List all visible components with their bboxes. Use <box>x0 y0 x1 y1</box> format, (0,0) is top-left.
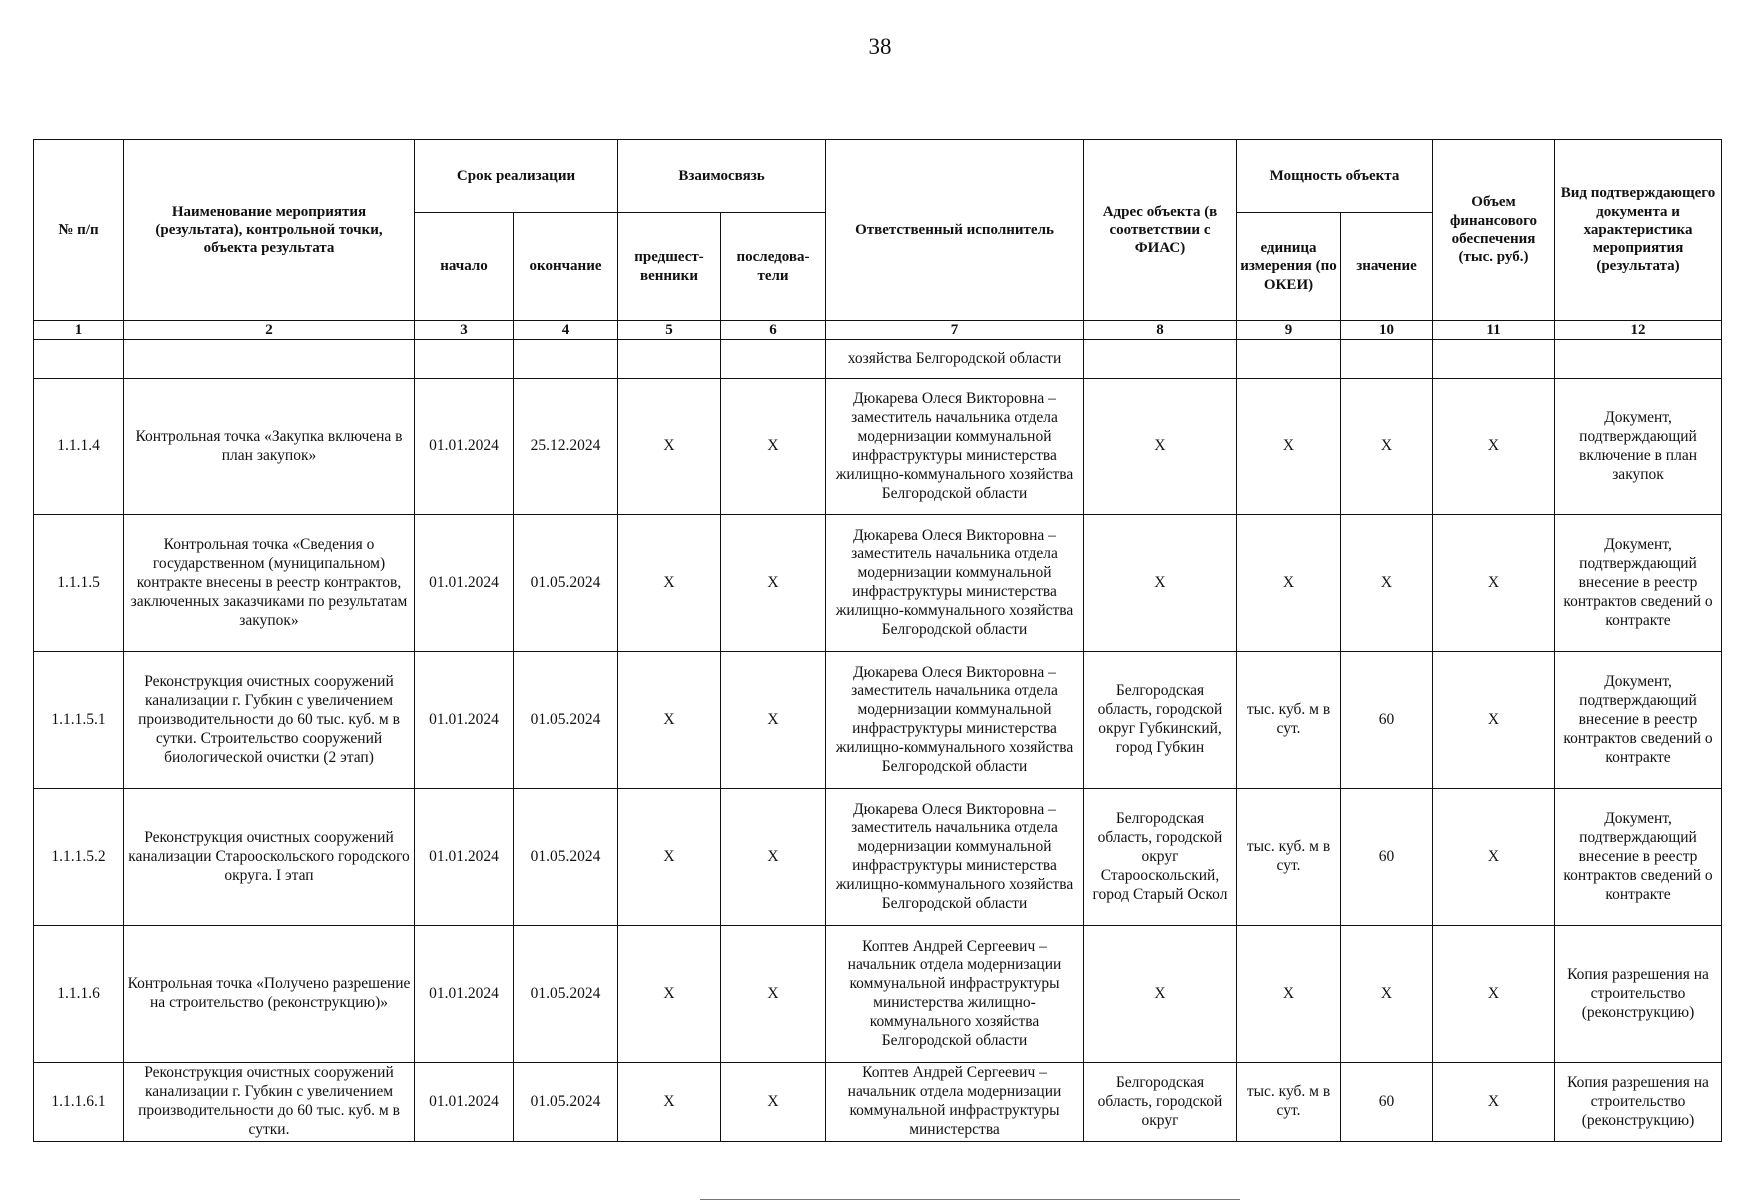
row-succ: X <box>721 379 826 515</box>
row-start: 01.01.2024 <box>415 1063 514 1142</box>
row-address <box>1084 340 1237 379</box>
column-number: 4 <box>514 321 618 340</box>
row-num: 1.1.1.5 <box>34 515 124 652</box>
row-responsible: Дюкарева Олеся Викторовна – заместитель начальника отдела модернизации коммунальной инфраструктуры министерства жилищно-коммунального хозяйства Белгородской области <box>826 652 1084 789</box>
header-link: Взаимосвязь <box>618 140 826 213</box>
row-pred: X <box>618 652 721 789</box>
row-pred: X <box>618 515 721 652</box>
row-unit: X <box>1237 515 1341 652</box>
row-unit: тыс. куб. м в сут. <box>1237 1063 1341 1142</box>
header-end: окончание <box>514 213 618 321</box>
header-term: Срок реализации <box>415 140 618 213</box>
row-responsible: Коптев Андрей Сергеевич – начальник отдела модернизации коммунальной инфраструктуры министерства жилищно-коммунального хозяйства Белгородской области <box>826 926 1084 1063</box>
page-number: 38 <box>868 34 892 59</box>
row-name: Контрольная точка «Сведения о государственном (муниципальном) контракте внесены в реестр контрактов, заключенных заказчиками по результатам закупок» <box>124 515 415 652</box>
row-address: X <box>1084 926 1237 1063</box>
header-pred: предшест-венники <box>618 213 721 321</box>
table-row <box>34 515 1722 652</box>
row-start: 01.01.2024 <box>415 652 514 789</box>
row-volume: X <box>1433 789 1555 926</box>
row-end: 01.05.2024 <box>514 789 618 926</box>
row-succ: X <box>721 926 826 1063</box>
header-num: № п/п <box>34 140 124 321</box>
row-pred: X <box>618 379 721 515</box>
row-address: Белгородская область, городской округ Губкинский, город Губкин <box>1084 652 1237 789</box>
column-number: 12 <box>1555 321 1722 340</box>
row-succ: X <box>721 515 826 652</box>
column-number: 9 <box>1237 321 1341 340</box>
plan-table <box>33 139 1722 1142</box>
row-name <box>124 340 415 379</box>
row-num: 1.1.1.6 <box>34 926 124 1063</box>
row-end: 01.05.2024 <box>514 926 618 1063</box>
header-start: начало <box>415 213 514 321</box>
header-capacity: Мощность объекта <box>1237 140 1433 213</box>
row-num <box>34 340 124 379</box>
column-number: 10 <box>1341 321 1433 340</box>
row-value: X <box>1341 379 1433 515</box>
row-value: 60 <box>1341 789 1433 926</box>
row-end: 01.05.2024 <box>514 515 618 652</box>
row-start: 01.01.2024 <box>415 789 514 926</box>
row-doc: Документ, подтверждающий внесение в реестр контрактов сведений о контракте <box>1555 652 1722 789</box>
row-doc <box>1555 340 1722 379</box>
row-unit: X <box>1237 926 1341 1063</box>
row-name: Реконструкция очистных сооружений канализации г. Губкин с увеличением производительности до 60 тыс. куб. м в сутки. <box>124 1063 415 1142</box>
row-name: Реконструкция очистных сооружений канализации г. Губкин с увеличением производительности до 60 тыс. куб. м в сутки. Строительство сооружений биологической очистки (2 этап) <box>124 652 415 789</box>
row-value: 60 <box>1341 652 1433 789</box>
header-doc: Вид подтверждающего документа и характеристика мероприятия (результата) <box>1555 140 1722 321</box>
row-name: Контрольная точка «Получено разрешение на строительство (реконструкцию)» <box>124 926 415 1063</box>
table-row <box>34 1063 1722 1142</box>
row-start: 01.01.2024 <box>415 515 514 652</box>
column-number: 5 <box>618 321 721 340</box>
column-number: 1 <box>34 321 124 340</box>
header-address: Адрес объекта (в соответствии с ФИАС) <box>1084 140 1237 321</box>
row-volume: X <box>1433 926 1555 1063</box>
row-num: 1.1.1.5.2 <box>34 789 124 926</box>
table-header <box>34 140 1722 340</box>
row-start: 01.01.2024 <box>415 926 514 1063</box>
row-end: 01.05.2024 <box>514 652 618 789</box>
row-responsible: Дюкарева Олеся Викторовна – заместитель начальника отдела модернизации коммунальной инфраструктуры министерства жилищно-коммунального хозяйства Белгородской области <box>826 789 1084 926</box>
table-body <box>34 340 1722 1142</box>
row-volume <box>1433 340 1555 379</box>
row-address: X <box>1084 515 1237 652</box>
row-responsible: Дюкарева Олеся Викторовна – заместитель начальника отдела модернизации коммунальной инфраструктуры министерства жилищно-коммунального хозяйства Белгородской области <box>826 515 1084 652</box>
header-succ: последова-тели <box>721 213 826 321</box>
row-volume: X <box>1433 515 1555 652</box>
row-address: X <box>1084 379 1237 515</box>
row-pred: X <box>618 1063 721 1142</box>
row-doc: Документ, подтверждающий внесение в реестр контрактов сведений о контракте <box>1555 515 1722 652</box>
header-name: Наименование мероприятия (результата), контрольной точки, объекта результата <box>124 140 415 321</box>
header-responsible: Ответственный исполнитель <box>826 140 1084 321</box>
row-start <box>415 340 514 379</box>
row-volume: X <box>1433 1063 1555 1142</box>
row-succ: X <box>721 789 826 926</box>
row-unit <box>1237 340 1341 379</box>
row-pred: X <box>618 926 721 1063</box>
header-unit: единица измерения (по ОКЕИ) <box>1237 213 1341 321</box>
row-succ: X <box>721 1063 826 1142</box>
row-name: Реконструкция очистных сооружений канализации Старооскольского городского округа. I этап <box>124 789 415 926</box>
column-number: 8 <box>1084 321 1237 340</box>
row-pred: X <box>618 789 721 926</box>
column-number: 7 <box>826 321 1084 340</box>
row-responsible: хозяйства Белгородской области <box>826 340 1084 379</box>
row-responsible: Дюкарева Олеся Викторовна – заместитель начальника отдела модернизации коммунальной инфраструктуры министерства жилищно-коммунального хозяйства Белгородской области <box>826 379 1084 515</box>
row-value <box>1341 340 1433 379</box>
row-name: Контрольная точка «Закупка включена в план закупок» <box>124 379 415 515</box>
row-address: Белгородская область, городской округ <box>1084 1063 1237 1142</box>
row-end: 01.05.2024 <box>514 1063 618 1142</box>
column-number: 3 <box>415 321 514 340</box>
table-row <box>34 652 1722 789</box>
row-unit: тыс. куб. м в сут. <box>1237 789 1341 926</box>
row-value: X <box>1341 926 1433 1063</box>
row-num: 1.1.1.4 <box>34 379 124 515</box>
column-numbers-row <box>34 321 1722 340</box>
header-volume: Объем финансового обеспечения (тыс. руб.) <box>1433 140 1555 321</box>
row-end <box>514 340 618 379</box>
row-doc: Копия разрешения на строительство (реконструкцию) <box>1555 926 1722 1063</box>
table-row <box>34 789 1722 926</box>
row-succ <box>721 340 826 379</box>
table-row <box>34 340 1722 379</box>
column-number: 2 <box>124 321 415 340</box>
table-row <box>34 379 1722 515</box>
column-number: 6 <box>721 321 826 340</box>
row-pred <box>618 340 721 379</box>
header-value: значение <box>1341 213 1433 321</box>
row-volume: X <box>1433 652 1555 789</box>
row-doc: Документ, подтверждающий внесение в реестр контрактов сведений о контракте <box>1555 789 1722 926</box>
row-unit: тыс. куб. м в сут. <box>1237 652 1341 789</box>
row-value: 60 <box>1341 1063 1433 1142</box>
row-num: 1.1.1.6.1 <box>34 1063 124 1142</box>
row-value: X <box>1341 515 1433 652</box>
row-doc: Копия разрешения на строительство (реконструкцию) <box>1555 1063 1722 1142</box>
row-volume: X <box>1433 379 1555 515</box>
row-responsible: Коптев Андрей Сергеевич – начальник отдела модернизации коммунальной инфраструктуры министерства <box>826 1063 1084 1142</box>
row-start: 01.01.2024 <box>415 379 514 515</box>
row-end: 25.12.2024 <box>514 379 618 515</box>
row-doc: Документ, подтверждающий включение в план закупок <box>1555 379 1722 515</box>
row-succ: X <box>721 652 826 789</box>
column-number: 11 <box>1433 321 1555 340</box>
row-num: 1.1.1.5.1 <box>34 652 124 789</box>
row-address: Белгородская область, городской округ Старооскольский, город Старый Оскол <box>1084 789 1237 926</box>
table-row <box>34 926 1722 1063</box>
row-unit: X <box>1237 379 1341 515</box>
